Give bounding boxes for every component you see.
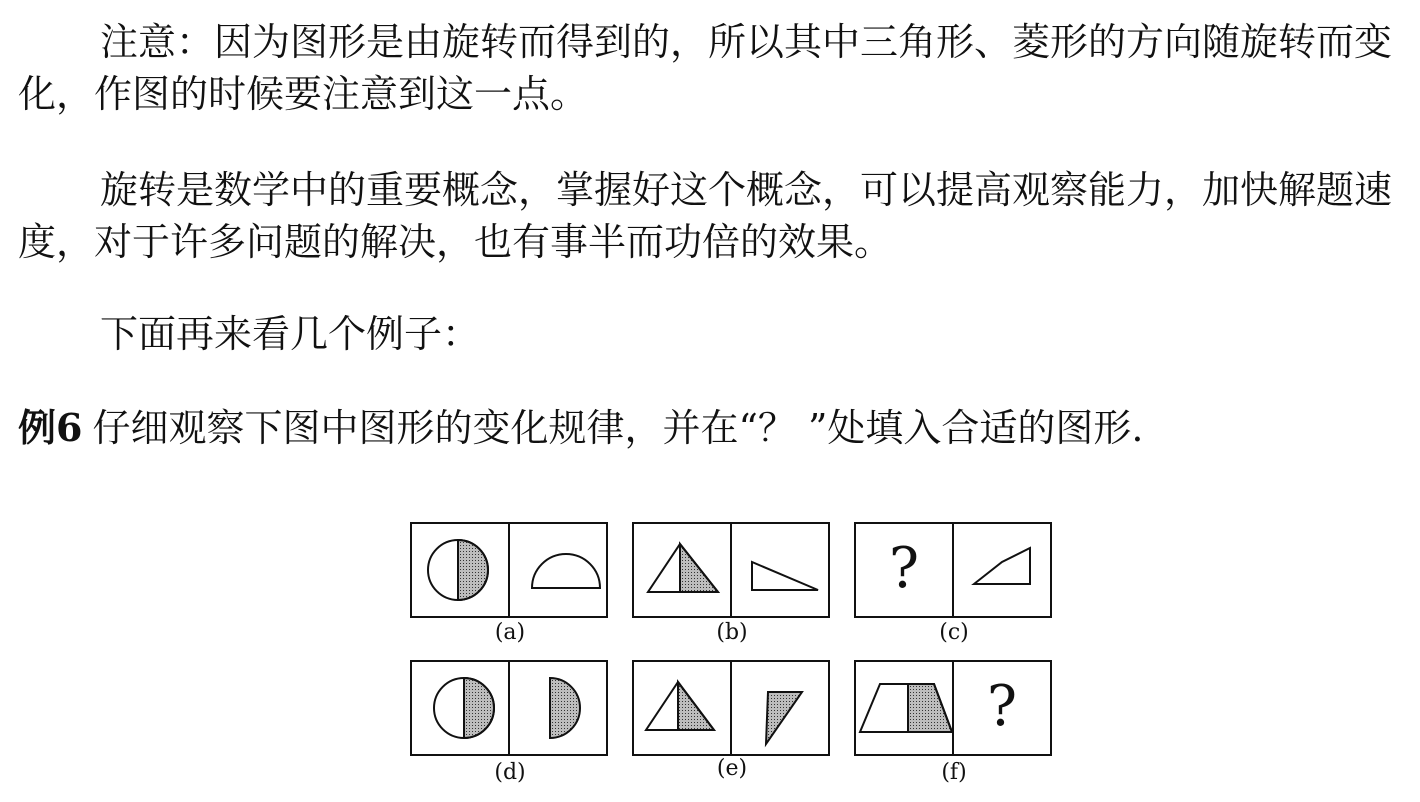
half-shaded-circle-icon [412, 662, 508, 754]
panel-c-left-cell [856, 524, 952, 616]
question-mark-c: ? [888, 536, 920, 601]
example-text: 仔细观察下图中图形的变化规律，并在“？ ”处填入合适的图形. [92, 406, 1144, 450]
panel-f-right-cell [954, 662, 1050, 754]
right-triangle-icon [732, 524, 828, 616]
panel-e-left-cell [634, 662, 730, 754]
semicircle-icon [510, 524, 606, 616]
caption-d: (d) [494, 760, 526, 785]
panel-a-left-cell [412, 524, 508, 616]
panel-c [854, 522, 1052, 618]
example-6-statement [18, 402, 1143, 454]
caption-c: (c) [939, 620, 969, 645]
panel-f-left-cell [856, 662, 952, 754]
caption-e: (e) [716, 756, 748, 781]
panel-b-left-cell [634, 524, 730, 616]
panel-b-right-cell [732, 524, 828, 616]
caption-f: (f) [941, 760, 967, 785]
panel-c-right-cell [954, 524, 1050, 616]
paragraph-note: 注意：因为图形是由旋转而得到的，所以其中三角形、菱形的方向随旋转而变化，作图的时候要注意到这一点。 [18, 20, 1393, 116]
panel-a [410, 522, 608, 618]
panel-a-right-cell [510, 524, 606, 616]
half-shaded-circle-icon [412, 524, 508, 616]
shaded-half-disc-icon [510, 662, 606, 754]
right-trapezoid-icon [954, 524, 1050, 616]
panel-d-left-cell [412, 662, 508, 754]
caption-a: (a) [494, 620, 526, 645]
shaded-triangle-icon [732, 662, 828, 754]
panel-e [632, 660, 830, 756]
panel-d-right-cell [510, 662, 606, 754]
half-shaded-triangle-icon [634, 662, 730, 754]
paragraph-examples-intro: 下面再来看几个例子： [100, 312, 481, 356]
example-label: 例6 [18, 405, 83, 450]
panel-d [410, 660, 608, 756]
half-shaded-trapezoid-icon [856, 662, 952, 754]
half-shaded-triangle-icon [634, 524, 730, 616]
panel-e-right-cell [732, 662, 828, 754]
rotation-puzzle-figure [400, 510, 1080, 800]
question-mark-f: ? [986, 674, 1018, 739]
paragraph-rotation-concept: 旋转是数学中的重要概念，掌握好这个概念，可以提高观察能力，加快解题速度，对于许多问题的解决，也有事半而功倍的效果。 [18, 168, 1393, 264]
panel-f [854, 660, 1052, 756]
caption-b: (b) [716, 620, 748, 645]
panel-b [632, 522, 830, 618]
